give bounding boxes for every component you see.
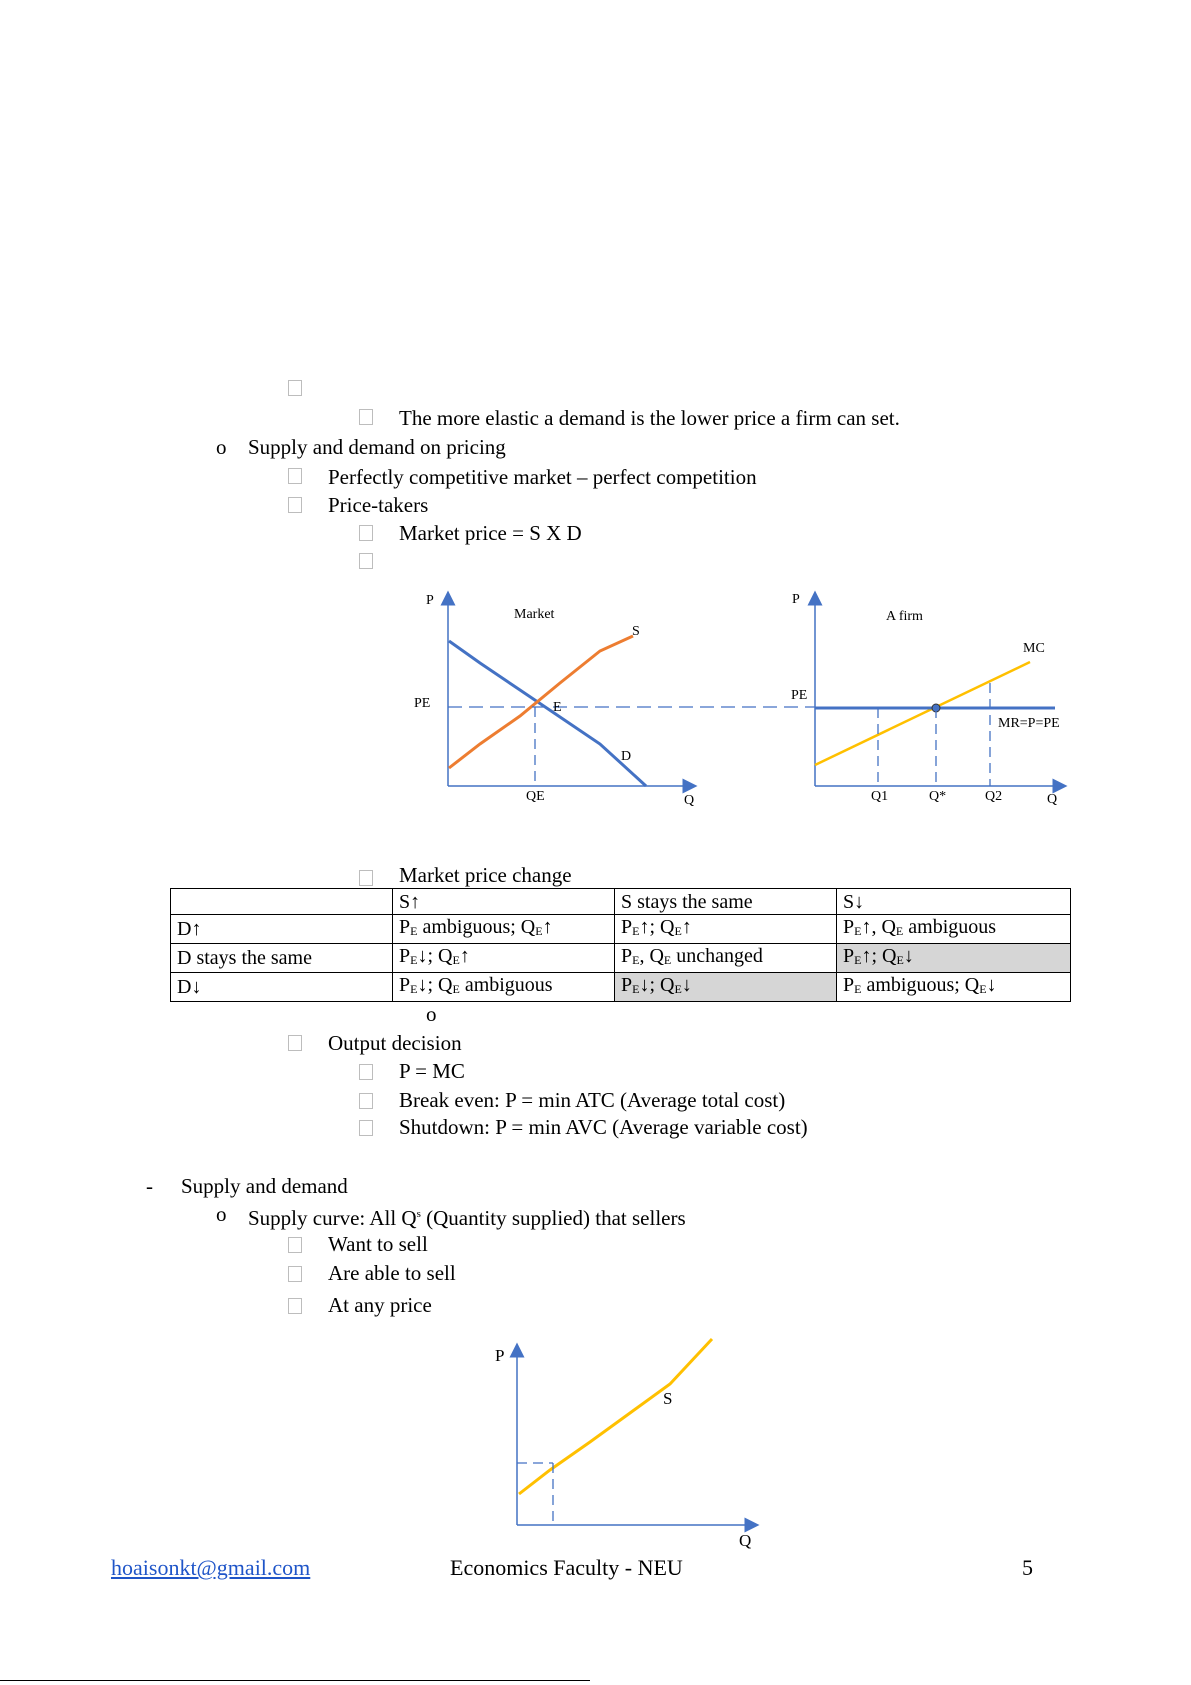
firm-q1-label: Q1 [871,789,889,804]
bullet-icon [288,1237,302,1253]
market-e-label: E [553,700,562,715]
line-price-takers: Price-takers [328,493,429,517]
line-market-price: Market price = S X D [399,521,582,545]
line-any-price: At any price [328,1293,432,1317]
firm-p-label: P [792,592,800,607]
market-d-label: D [621,749,632,764]
firm-q2-label: Q2 [985,789,1003,804]
table-cell: $P_E↑$, $Q_E$ ambiguous [837,915,1071,944]
row-label: D↓ [171,973,393,1002]
table-header-cell [171,889,393,915]
line-shutdown: Shutdown: P = min AVC (Average variable cost) [399,1115,808,1139]
row-label: D↑ [171,915,393,944]
dash-marker: - [146,1174,153,1198]
market-demand-line [449,641,646,786]
bottom-rule [0,1680,590,1681]
market-s-label: S [632,624,640,639]
o-marker: o [216,435,227,459]
footer-email-link[interactable]: hoaisonkt@gmail.com [111,1555,311,1580]
table-row [171,944,1071,973]
firm-mc-label: MC [1023,641,1045,656]
table-cell: $P_E$ ambiguous; $Q_E↑$ [393,915,615,944]
o-marker: o [216,1202,227,1226]
market-pe-label: PE [414,696,431,711]
line-output-decision: Output decision [328,1031,462,1055]
line-want-to-sell: Want to sell [328,1232,428,1256]
line-market-price-change: Market price change [399,863,572,887]
table-header-row [171,889,1071,915]
market-qe-label: QE [526,789,545,804]
table-row [171,973,1071,1002]
heading-supply-demand-pricing: Supply and demand on pricing [248,435,506,459]
supply-q-label: Q [739,1531,752,1550]
supply-s-label: S [663,1389,673,1408]
table-header-cell: S↓ [837,889,1071,915]
row-label: D stays the same [171,944,393,973]
bullet-icon [359,1093,373,1109]
table-header-cell: S stays the same [615,889,837,915]
bullet-icon [288,1035,302,1051]
o-marker: o [426,1002,437,1026]
line-break-even: Break even: P = min ATC (Average total cost) [399,1088,786,1112]
table-cell: $P_E$ ambiguous; $Q_E↓$ [837,973,1071,1002]
bullet-icon [359,1064,373,1080]
firm-mr-label: MR=P=PE [998,716,1060,731]
table-row [171,915,1071,944]
line-p-mc: P = MC [399,1059,465,1083]
table-cell: $P_E↓$; $Q_E$ ambiguous [393,973,615,1002]
bullet-icon [288,1298,302,1314]
line-perfect-competition: Perfectly competitive market – perfect competition [328,465,757,489]
firm-pe-label: PE [791,688,808,703]
table-cell: $P_E↑$; $Q_E↑$ [615,915,837,944]
footer-center-text: Economics Faculty - NEU [450,1555,683,1580]
table-cell-shaded: $P_E↑$; $Q_E↓$ [837,944,1071,973]
line-able-to-sell: Are able to sell [328,1261,456,1285]
market-title: Market [514,607,555,622]
bullet-icon [359,870,373,886]
heading-supply-and-demand: Supply and demand [181,1174,348,1198]
page-number: 5 [1022,1555,1033,1580]
supply-curve-line [519,1339,712,1494]
supply-p-label: P [495,1346,505,1365]
table-cell-shaded: $P_E↓$; $Q_E↓$ [615,973,837,1002]
firm-qstar-label: Q* [929,789,947,804]
bullet-icon [359,1120,373,1136]
market-p-label: P [426,593,434,608]
market-q-label: Q [684,793,695,808]
firm-q-label: Q [1047,792,1058,807]
table-cell: $P_E$, $Q_E$ unchanged [615,944,837,973]
table-cell: $P_E↓$; $Q_E↑$ [393,944,615,973]
market-price-change-table [170,888,1071,1002]
line-elastic-demand: The more elastic a demand is the lower price a firm can set. [399,406,900,430]
line-supply-curve: Supply curve: All $Q^s$ (Quantity supplied) that sellers [248,1206,686,1230]
firm-mc-line [815,662,1030,765]
table-header-cell: S↑ [393,889,615,915]
firm-title: A firm [886,609,923,624]
bullet-icon [288,1266,302,1282]
